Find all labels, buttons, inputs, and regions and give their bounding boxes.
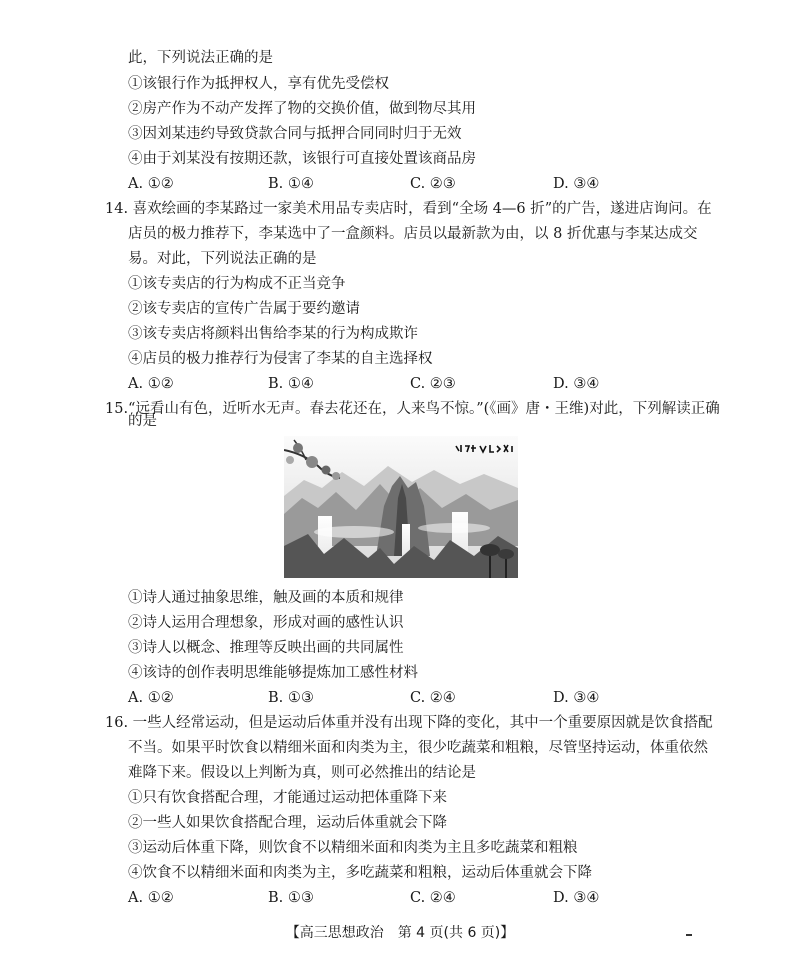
- q15-statement-2: ②诗人运用合理想象，形成对画的感性认识: [128, 615, 404, 631]
- q16-option-c: C. ②④: [410, 890, 456, 906]
- q14-option-c: C. ②③: [410, 376, 456, 392]
- q14-statement-1: ①该专卖店的行为构成不正当竞争: [128, 276, 346, 292]
- q14-option-d: D. ③④: [553, 376, 600, 392]
- q16-stem-line-1: 16. 一些人经常运动，但是运动后体重并没有出现下降的变化，其中一个重要原因就是饮食搭配: [105, 715, 713, 731]
- q14-stem-line-2: 店员的极力推荐下，李某选中了一盒颜料。店员以最新款为由，以 8 折优惠与李某达成交: [128, 226, 698, 242]
- q15-options: [128, 688, 748, 708]
- q15-statement-1: ①诗人通过抽象思维，触及画的本质和规律: [128, 590, 404, 606]
- q15-statement-4: ④该诗的创作表明思维能够提炼加工感性材料: [128, 665, 418, 681]
- q15-option-c: C. ②④: [410, 690, 456, 706]
- q15-statement-3: ③诗人以概念、推理等反映出画的共同属性: [128, 640, 404, 656]
- q16-options: [128, 888, 748, 908]
- q16-option-a: A. ①②: [128, 890, 174, 906]
- q13-options: [128, 174, 748, 194]
- q13-option-a: A. ①②: [128, 176, 174, 192]
- q13-statement-3: ③因刘某违约导致贷款合同与抵押合同同时归于无效: [128, 126, 462, 142]
- q14-option-a: A. ①②: [128, 376, 174, 392]
- q15-option-d: D. ③④: [553, 690, 600, 706]
- q16-option-d: D. ③④: [553, 890, 600, 906]
- q13-statement-4: ④由于刘某没有按期还款，该银行可直接处置该商品房: [128, 151, 476, 167]
- q14-stem-line-3: 易。对此，下列说法正确的是: [128, 251, 317, 267]
- q14-stem-line-1: 14. 喜欢绘画的李某路过一家美术用品专卖店时，看到“全场 4—6 折”的广告，遂进店询问。在: [105, 201, 712, 217]
- q14-statement-4: ④店员的极力推荐行为侵害了李某的自主选择权: [128, 351, 433, 367]
- q13-option-b: B. ①④: [268, 176, 314, 192]
- q16-stem-line-3: 难降下来。假设以上判断为真，则可必然推出的结论是: [128, 765, 476, 781]
- landscape-ink-painting-icon: [284, 436, 518, 578]
- page-footer: 【高三思想政治 第 4 页(共 6 页)】: [285, 925, 515, 941]
- q14-statement-3: ③该专卖店将颜料出售给李某的行为构成欺诈: [128, 326, 418, 342]
- q16-statement-4: ④饮食不以精细米面和肉类为主，多吃蔬菜和粗粮，运动后体重就会下降: [128, 865, 592, 881]
- q15-option-b: B. ①③: [268, 690, 314, 706]
- q14-options: [128, 374, 748, 394]
- q14-statement-2: ②该专卖店的宣传广告属于要约邀请: [128, 301, 360, 317]
- q13-statement-2: ②房产作为不动产发挥了物的交换价值，做到物尽其用: [128, 101, 476, 117]
- q13-option-d: D. ③④: [553, 176, 600, 192]
- q16-stem-line-2: 不当。如果平时饮食以精细米面和肉类为主，很少吃蔬菜和粗粮，尽管坚持运动，体重依然: [128, 740, 708, 756]
- q13-option-c: C. ②③: [410, 176, 456, 192]
- q13-statement-1: ①该银行作为抵押权人，享有优先受偿权: [128, 76, 389, 92]
- q15-option-a: A. ①②: [128, 690, 174, 706]
- q16-option-b: B. ①③: [268, 890, 314, 906]
- scan-mark: [686, 934, 692, 936]
- q15-stem-line-1: 15.“远看山有色，近听水无声。春去花还在，人来鸟不惊。”(《画》唐・王维)对此，下列解读正确: [105, 401, 720, 417]
- q13-stem-tail: 此，下列说法正确的是: [128, 50, 273, 66]
- q16-statement-2: ②一些人如果饮食搭配合理，运动后体重就会下降: [128, 815, 447, 831]
- q16-statement-3: ③运动后体重下降，则饮食不以精细米面和肉类为主且多吃蔬菜和粗粮: [128, 840, 578, 856]
- q14-option-b: B. ①④: [268, 376, 314, 392]
- q15-stem-line-2: 的是: [128, 413, 157, 429]
- q16-statement-1: ①只有饮食搭配合理，才能通过运动把体重降下来: [128, 790, 447, 806]
